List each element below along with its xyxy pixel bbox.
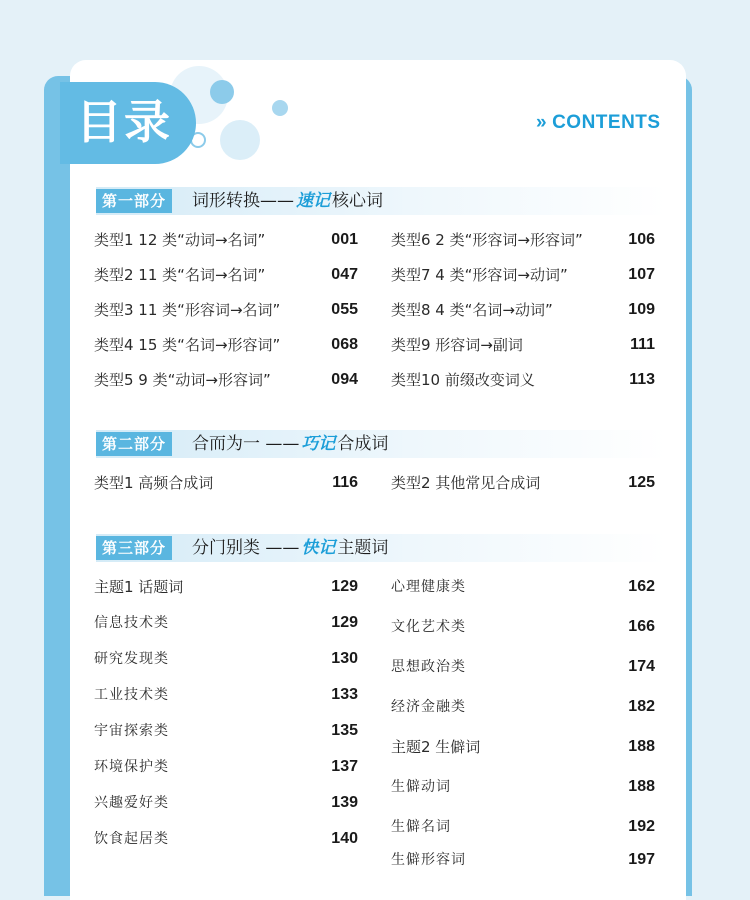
toc-entry[interactable] [391, 332, 657, 358]
section-title-main: 分门别类 —— [192, 538, 300, 558]
toc-entry[interactable] [391, 734, 657, 760]
toc-entry-page: 106 [628, 231, 655, 248]
decor-circle-small [272, 100, 288, 116]
toc-entry-page: 116 [332, 474, 358, 491]
page-title: 目录 [76, 95, 172, 149]
toc-entry-label: 主题2 生僻词 [391, 738, 481, 756]
section-title-main: 合而为一 —— [192, 434, 300, 454]
toc-entry-page: 129 [331, 578, 358, 595]
toc-entry[interactable] [94, 227, 360, 253]
toc-entry-label: 信息技术类 [94, 615, 169, 631]
toc-entry-label: 生僻动词 [391, 779, 451, 795]
section-title-tail: 核心词 [332, 191, 383, 211]
section-title-highlight: 快记 [301, 538, 336, 558]
section-title [192, 430, 388, 458]
toc-entry-page: 174 [628, 658, 655, 675]
toc-entry[interactable] [94, 470, 360, 496]
toc-entry[interactable] [94, 682, 360, 708]
toc-entry[interactable] [391, 694, 657, 720]
contents-label [536, 112, 661, 134]
toc-entry[interactable] [94, 367, 360, 393]
toc-entry-page: 140 [331, 830, 358, 847]
toc-entry[interactable] [94, 262, 360, 288]
toc-entry-page: 162 [628, 578, 655, 595]
toc-entry-page: 055 [331, 301, 358, 318]
toc-entry[interactable] [94, 332, 360, 358]
toc-entry[interactable] [391, 227, 657, 253]
toc-entry-label: 主题1 话题词 [94, 578, 184, 596]
toc-entry-page: 133 [331, 686, 358, 703]
section-header-1 [96, 187, 666, 215]
toc-entry[interactable] [391, 262, 657, 288]
toc-entry-page: 188 [628, 778, 655, 795]
toc-entry-label: 类型2 其他常见合成词 [391, 474, 541, 492]
toc-entry[interactable] [391, 367, 657, 393]
toc-entry[interactable] [94, 718, 360, 744]
toc-entry-label: 类型1 12 类“动词→名词” [94, 231, 266, 249]
toc-entry-label: 环境保护类 [94, 759, 169, 775]
toc-entry[interactable] [94, 610, 360, 636]
toc-entry-label: 生僻名词 [391, 819, 451, 835]
section-title [192, 187, 383, 215]
toc-entry-label: 工业技术类 [94, 687, 169, 703]
section-header-2 [96, 430, 666, 458]
toc-entry-label: 类型9 形容词→副词 [391, 336, 523, 354]
toc-entry-page: 182 [628, 698, 655, 715]
toc-entry-label: 类型2 11 类“名词→名词” [94, 266, 266, 284]
section-badge: 第三部分 [96, 536, 172, 560]
section-title-highlight: 巧记 [301, 434, 336, 454]
toc-entry-page: 125 [628, 474, 655, 491]
toc-entry[interactable] [391, 470, 657, 496]
toc-entry-page: 001 [331, 231, 358, 248]
toc-entry-label: 心理健康类 [391, 579, 466, 595]
section-badge: 第一部分 [96, 189, 172, 213]
toc-entry-label: 兴趣爱好类 [94, 795, 169, 811]
section-badge: 第二部分 [96, 432, 172, 456]
toc-entry-label: 研究发现类 [94, 651, 169, 667]
toc-entry[interactable] [391, 847, 657, 873]
contents-text: CONTENTS [552, 112, 661, 133]
toc-entry[interactable] [94, 646, 360, 672]
toc-entry[interactable] [391, 574, 657, 600]
decor-circle-pale [220, 120, 260, 160]
toc-entry-page: 109 [628, 301, 655, 318]
toc-entry-label: 文化艺术类 [391, 619, 466, 635]
toc-entry-page: 094 [331, 371, 358, 388]
toc-entry[interactable] [391, 774, 657, 800]
toc-entry-page: 107 [628, 266, 655, 283]
toc-entry-label: 类型4 15 类“名词→形容词” [94, 336, 281, 354]
section-title-tail: 主题词 [337, 538, 389, 558]
toc-entry-page: 197 [628, 851, 655, 868]
toc-entry[interactable] [94, 826, 360, 852]
toc-entry-page: 047 [331, 266, 358, 283]
toc-entry[interactable] [391, 814, 657, 840]
toc-entry-label: 类型10 前缀改变词义 [391, 371, 535, 389]
toc-entry-page: 111 [630, 336, 655, 353]
toc-entry-label: 饮食起居类 [94, 831, 169, 847]
toc-entry[interactable] [94, 790, 360, 816]
toc-entry[interactable] [391, 654, 657, 680]
toc-entry-page: 113 [629, 371, 655, 388]
toc-entry-label: 生僻形容词 [391, 852, 466, 868]
toc-entry-label: 宇宙探索类 [94, 723, 169, 739]
toc-entry-label: 类型8 4 类“名词→动词” [391, 301, 553, 319]
section-title [192, 534, 388, 562]
toc-entry[interactable] [94, 297, 360, 323]
decor-circle-blue [210, 80, 234, 104]
section-title-tail: 合成词 [337, 434, 389, 454]
section-header-3 [96, 534, 666, 562]
toc-entry[interactable] [94, 574, 360, 600]
toc-entry[interactable] [391, 297, 657, 323]
toc-entry-page: 188 [628, 738, 655, 755]
toc-entry-page: 135 [331, 722, 358, 739]
toc-entry-label: 类型1 高频合成词 [94, 474, 214, 492]
section-title-main: 词形转换—— [192, 191, 294, 211]
toc-entry-label: 思想政治类 [391, 659, 466, 675]
toc-entry-page: 139 [331, 794, 358, 811]
toc-entry-page: 129 [331, 614, 358, 631]
toc-entry-page: 130 [331, 650, 358, 667]
toc-entry-label: 类型3 11 类“形容词→名词” [94, 301, 281, 319]
section-title-highlight: 速记 [296, 191, 330, 211]
toc-entry[interactable] [391, 614, 657, 640]
toc-entry-label: 类型7 4 类“形容词→动词” [391, 266, 568, 284]
toc-entry-label: 类型6 2 类“形容词→形容词” [391, 231, 583, 249]
toc-entry-label: 经济金融类 [391, 699, 466, 715]
toc-entry-label: 类型5 9 类“动词→形容词” [94, 371, 271, 389]
toc-entry-page: 068 [331, 336, 358, 353]
toc-entry-page: 137 [331, 758, 358, 775]
double-chevron-icon: » [536, 112, 548, 133]
toc-entry[interactable] [94, 754, 360, 780]
toc-entry-page: 166 [628, 618, 655, 635]
toc-entry-page: 192 [628, 818, 655, 835]
